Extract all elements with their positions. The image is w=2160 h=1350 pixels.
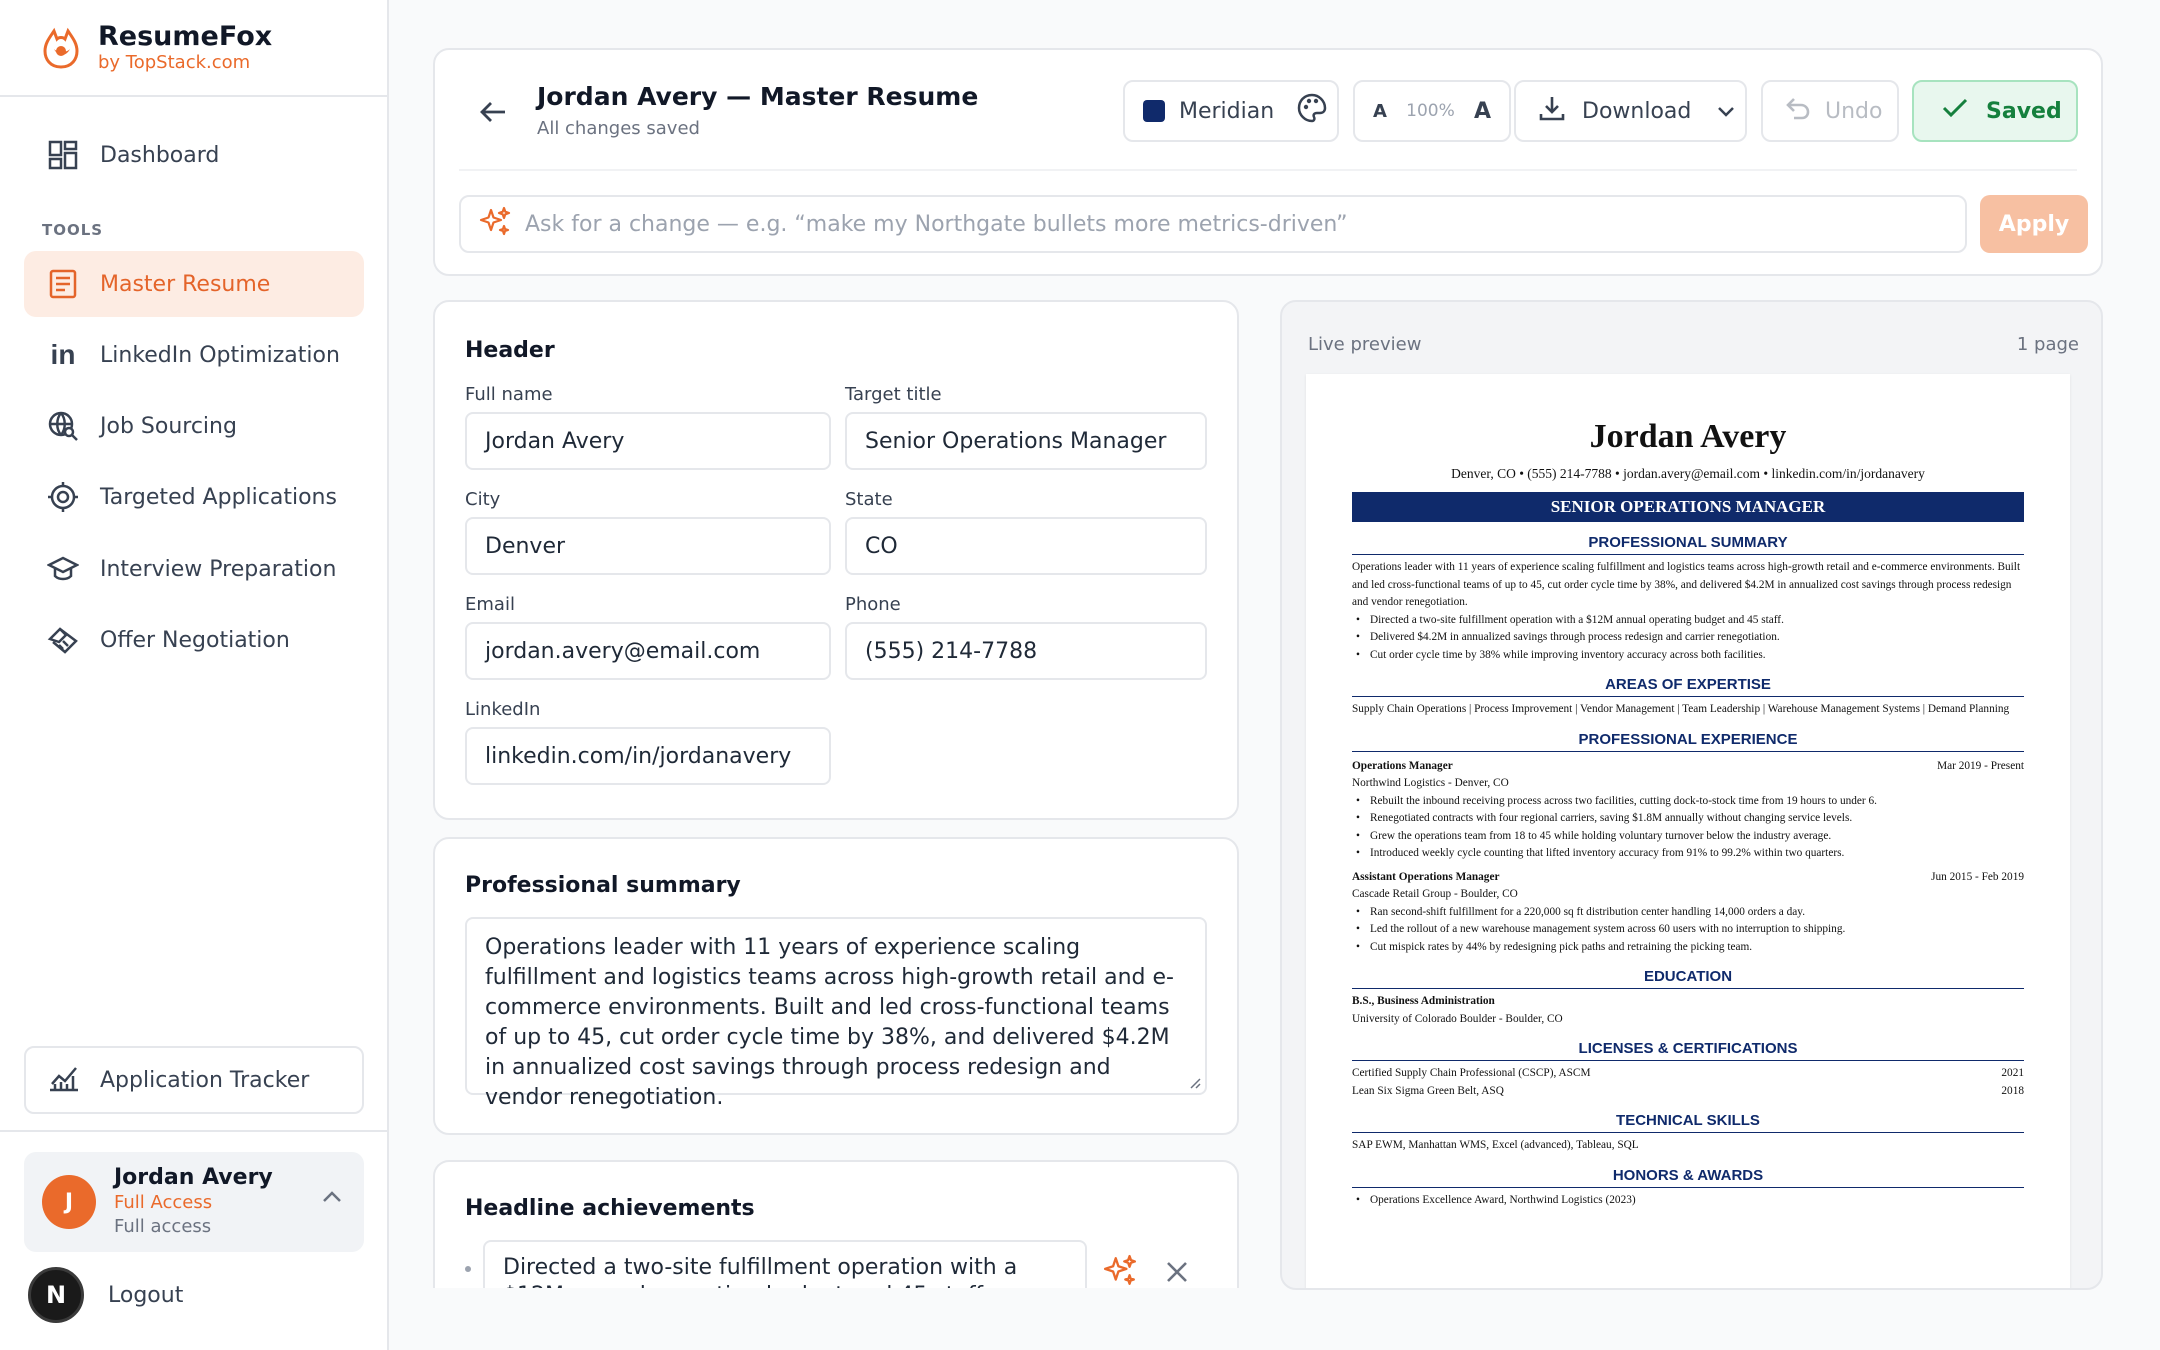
brand[interactable] <box>0 0 387 97</box>
download-button[interactable] <box>1514 80 1747 142</box>
avatar: J <box>42 1175 96 1229</box>
summary-section <box>433 837 1239 1135</box>
resume-summary: Operations leader with 11 years of experience scaling fulfillment and logistics teams across high-growth retail and e-commerce environments. Built and led cross-functional teams of up to 45, cut order cycle time by 38%, and delivered $4.2M in annualized cost savings through process redesign and vendor renegotiation. <box>1352 561 2021 608</box>
user-plan-sub: Full access <box>114 1216 212 1237</box>
city-label: City <box>465 489 501 510</box>
resume-cert-year: 2021 <box>2001 1067 2024 1079</box>
resume-bullet: • Delivered $4.2M in annualized savings through process redesign and carrier renegotiation. <box>1352 629 2024 647</box>
sparkle-icon[interactable] <box>1103 1254 1137 1292</box>
save-status-text: All changes saved <box>537 118 700 139</box>
sidebar-item-label: Targeted Applications <box>100 484 337 510</box>
state-field[interactable]: CO <box>845 517 1207 575</box>
resume-honors <box>1352 1192 2024 1210</box>
achievement-input[interactable]: Directed a two-site fulfillment operation with a <box>483 1240 1087 1300</box>
resume-name: Jordan Avery <box>1589 418 1787 455</box>
editor-toolbar <box>433 48 2103 276</box>
resume-bullet: • Rebuilt the inbound receiving process across two facilities, cutting dock-to-stock time from 19 hours to under 6. <box>1352 793 2024 811</box>
resume-section-heading: HONORS & AWARDS <box>1352 1167 2024 1188</box>
scroll-mask <box>433 1288 1239 1350</box>
resume-bullet: • Cut order cycle time by 38% while improving inventory accuracy across both facilities. <box>1352 647 2024 665</box>
sidebar-divider <box>0 1130 389 1132</box>
handshake-icon <box>46 623 80 657</box>
back-button[interactable] <box>471 90 515 134</box>
resume-section-heading: AREAS OF EXPERTISE <box>1352 676 2024 697</box>
page-count: 1 page <box>2016 334 2079 355</box>
check-icon <box>1942 98 1968 124</box>
summary-textarea[interactable] <box>465 917 1207 1110</box>
sidebar-item-master-resume[interactable] <box>24 251 364 317</box>
resume-bullet: • Led the rollout of a new warehouse management system across 60 users with no interruption to shipping. <box>1352 921 2024 939</box>
saved-label: Saved <box>1986 98 2062 124</box>
undo-label: Undo <box>1825 98 1883 124</box>
target-title-label: Target title <box>845 384 942 405</box>
summary-section-title: Professional summary <box>465 873 741 898</box>
resume-job-title: Operations Manager <box>1352 759 1453 772</box>
sparkle-icon <box>479 206 511 242</box>
email-field[interactable]: jordan.avery@email.com <box>465 622 831 680</box>
sidebar-item-targeted-applications[interactable] <box>24 464 364 530</box>
target-icon <box>46 480 80 514</box>
sidebar-item-job-sourcing[interactable] <box>24 393 364 459</box>
email-label: Email <box>465 594 515 615</box>
resume-job-bullets <box>1352 904 2024 957</box>
linkedin-field[interactable]: linkedin.com/in/jordanavery <box>465 727 831 785</box>
application-tracker-label: Application Tracker <box>100 1067 310 1093</box>
sidebar-item-linkedin-optimization[interactable] <box>24 322 364 388</box>
summary-text: Operations leader with 11 years of experience scaling fulfillment and logistics teams across high-growth retail and e-commerce environments. Built and led cross-functional teams of up to 45, cut order cycle time by 38%, and delivered $4.2M in annualized cost savings through process redesign and vendor renegotiation. <box>485 935 1174 1110</box>
achievements-section-title: Headline achievements <box>465 1196 755 1221</box>
resume-cert-row <box>1352 1065 2024 1083</box>
dashboard-icon <box>46 138 80 172</box>
toolbar-divider <box>459 169 2077 171</box>
logout-button[interactable] <box>28 1267 183 1323</box>
resume-section-heading: TECHNICAL SKILLS <box>1352 1112 2024 1133</box>
sidebar-item-offer-negotiation[interactable] <box>24 607 364 673</box>
user-name: Jordan Avery <box>114 1165 273 1190</box>
resume-job-dates: Mar 2019 - Present <box>1937 759 2024 772</box>
resume-job-title: Assistant Operations Manager <box>1352 870 1500 883</box>
resume-section-heading: EDUCATION <box>1352 968 2024 989</box>
achievements-section <box>433 1160 1239 1300</box>
document-title: Jordan Avery — Master Resume <box>537 82 979 111</box>
full-name-label: Full name <box>465 384 553 405</box>
n-badge-icon: N <box>28 1267 84 1323</box>
chevron-down-icon <box>1717 99 1735 124</box>
resume-summary-bullets <box>1352 612 2024 665</box>
sidebar-item-label: Job Sourcing <box>100 413 237 439</box>
arrow-left-icon <box>479 100 507 124</box>
live-preview-panel <box>1280 300 2103 1290</box>
bullet-dot <box>465 1266 471 1272</box>
resume-bullet: • Directed a two-site fulfillment operation with a $12M annual operating budget and 45 staff. <box>1352 612 2024 630</box>
zoom-level: 100% <box>1406 101 1455 121</box>
resize-grip-icon[interactable] <box>1187 1075 1201 1089</box>
resume-company: Northwind Logistics - Denver, CO <box>1352 777 1509 789</box>
sidebar-item-label: Master Resume <box>100 271 271 297</box>
live-preview-label: Live preview <box>1308 334 1422 355</box>
resume-skills: SAP EWM, Manhattan WMS, Excel (advanced), Tableau, SQL <box>1352 1139 1639 1151</box>
theme-name: Meridian <box>1179 98 1275 124</box>
resume-bullet: • Renegotiated contracts with four regional carriers, saving $1.8M annually without changing service levels. <box>1352 810 2024 828</box>
header-section-title: Header <box>465 338 555 363</box>
user-menu[interactable] <box>24 1152 364 1252</box>
resume-job-bullets <box>1352 793 2024 863</box>
sidebar-item-dashboard[interactable] <box>24 122 364 188</box>
linkedin-icon: in <box>50 339 76 370</box>
resume-bullet: • Operations Excellence Award, Northwind Logistics (2023) <box>1352 1192 2024 1210</box>
ai-change-input[interactable] <box>525 212 1925 237</box>
application-tracker-button[interactable] <box>24 1046 364 1114</box>
resume-cert-name: Certified Supply Chain Professional (CSCP), ASCM <box>1352 1067 1591 1079</box>
phone-field[interactable]: (555) 214-7788 <box>845 622 1207 680</box>
target-title-field[interactable]: Senior Operations Manager <box>845 412 1207 470</box>
sidebar-item-interview-preparation[interactable] <box>24 536 364 602</box>
download-label: Download <box>1582 98 1692 124</box>
brand-name: ResumeFox <box>98 20 273 52</box>
resume-section-heading: PROFESSIONAL SUMMARY <box>1352 534 2024 555</box>
chevron-up-icon[interactable] <box>322 1188 342 1207</box>
logout-label: Logout <box>108 1282 184 1308</box>
graduation-cap-icon <box>46 552 80 586</box>
resume-cert-name: Lean Six Sigma Green Belt, ASQ <box>1352 1084 1504 1097</box>
download-icon <box>1538 94 1566 128</box>
full-name-field[interactable]: Jordan Avery <box>465 412 831 470</box>
palette-icon <box>1296 92 1328 130</box>
linkedin-label: LinkedIn <box>465 699 541 720</box>
theme-selector[interactable] <box>1123 80 1339 142</box>
resume-contact: Denver, CO • (555) 214-7788 • jordan.avery@email.com • linkedin.com/in/jordanavery <box>1451 466 1925 481</box>
resume-company: Cascade Retail Group - Boulder, CO <box>1352 888 1518 900</box>
resume-school: University of Colorado Boulder - Boulder, CO <box>1352 1012 1563 1025</box>
undo-icon <box>1785 96 1811 126</box>
header-section <box>433 300 1239 820</box>
undo-button[interactable] <box>1761 80 1899 142</box>
fox-logo-icon <box>42 27 80 69</box>
apply-button[interactable]: Apply <box>1980 195 2088 253</box>
sidebar-item-label: Offer Negotiation <box>100 627 290 653</box>
resume-bullet: • Cut mispick rates by 44% by redesigning pick paths and retraining the picking team. <box>1352 939 2024 957</box>
saved-button[interactable] <box>1912 80 2078 142</box>
resume-title-banner: SENIOR OPERATIONS MANAGER <box>1352 492 2024 522</box>
city-field[interactable]: Denver <box>465 517 831 575</box>
decrease-font-button[interactable]: A <box>1373 100 1387 122</box>
resume-job-header <box>1352 758 2024 776</box>
resume-bullet: • Ran second-shift fulfillment for a 220,000 sq ft distribution center handling 14,000 orders a day. <box>1352 904 2024 922</box>
resume-job-header <box>1352 869 2024 887</box>
ai-change-field <box>459 195 1967 253</box>
chart-trend-icon <box>48 1062 80 1098</box>
theme-swatch <box>1143 100 1165 122</box>
document-icon <box>46 267 80 301</box>
resume-bullet: • Introduced weekly cycle counting that lifted inventory accuracy from 91% to 99.2% within two quarters. <box>1352 845 2024 863</box>
close-icon[interactable] <box>1165 1260 1189 1288</box>
tools-section-label: TOOLS <box>42 221 104 239</box>
resume-section-heading: PROFESSIONAL EXPERIENCE <box>1352 731 2024 752</box>
sidebar <box>0 0 389 1350</box>
phone-label: Phone <box>845 594 901 615</box>
state-label: State <box>845 489 893 510</box>
font-size-control <box>1353 80 1511 142</box>
resume-bullet: • Grew the operations team from 18 to 45 while holding voluntary turnover below the industry average. <box>1352 828 2024 846</box>
resume-page <box>1306 374 2070 1290</box>
resume-degree: B.S., Business Administration <box>1352 995 1495 1007</box>
resume-section-heading: LICENSES & CERTIFICATIONS <box>1352 1040 2024 1061</box>
resume-cert-row <box>1352 1083 2024 1101</box>
sidebar-item-label: Interview Preparation <box>100 556 337 582</box>
user-plan: Full Access <box>114 1192 213 1213</box>
brand-sub: by TopStack.com <box>98 51 251 73</box>
globe-search-icon <box>46 409 80 443</box>
sidebar-item-label: Dashboard <box>100 142 220 168</box>
resume-job-dates: Jun 2015 - Feb 2019 <box>1931 870 2024 883</box>
resume-expertise: Supply Chain Operations | Process Improvement | Vendor Management | Team Leadership | Warehouse Management Systems | Demand Planning <box>1352 703 2010 715</box>
increase-font-button[interactable]: A <box>1473 98 1491 124</box>
sidebar-item-label: LinkedIn Optimization <box>100 342 340 368</box>
resume-cert-year: 2018 <box>2001 1084 2024 1097</box>
